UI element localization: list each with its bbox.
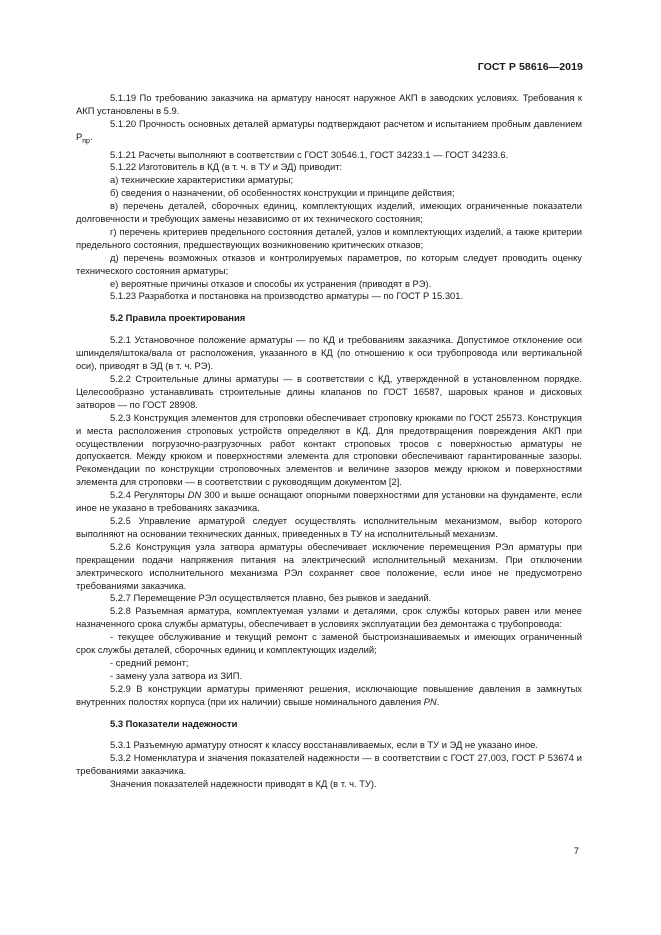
dash-item-replacement: - замену узла затвора из ЗИП. xyxy=(110,669,243,681)
clause-5-2-4-start: 5.2.4 Регуляторы xyxy=(110,489,188,501)
clause-5-2-7: 5.2.7 Перемещение РЭл осуществляется плавно, без рывков и заеданий. xyxy=(110,592,432,604)
section-heading-5-3: 5.3 Показатели надежности xyxy=(110,717,238,729)
dn-symbol: DN xyxy=(187,489,202,501)
list-item-a: а) технические характеристики арматуры; xyxy=(110,174,294,186)
clause-5-2-6: 5.2.6 Конструкция узла затвора арматуры обеспечивает исключение перемещения РЭл арматуры при прекращении подачи напряжения питания на электрический исполнительный механизм. При отключении электрического исполнительного механизма РЭл сохраняет свое положение, если иное не предусмотрено требованиями заказчика. xyxy=(76,540,582,591)
clause-5-1-21: 5.1.21 Расчеты выполняют в соответствии с ГОСТ 30546.1, ГОСТ 34233.1 — ГОСТ 34233.6. xyxy=(110,148,509,160)
list-item-e: е) вероятные причины отказов и способы их устранения (приводят в РЭ). xyxy=(110,277,432,289)
section-heading-5-2: 5.2 Правила проектирования xyxy=(110,312,246,324)
clause-5-2-2: 5.2.2 Строительные длины арматуры — в соответствии с КД, утвержденной в установленном порядке. Целесообразно устанавливать строительные длины клапанов по ГОСТ 16587, шаровых кранов и дисковых затворов — по ГОСТ 28908. xyxy=(76,373,582,410)
dash-item-maintenance: - текущее обслуживание и текущий ремонт с заменой быстроизнашиваемых и имеющих ограниченный срок службы деталей, сборочных единиц и комплектующих изделий; xyxy=(76,631,582,656)
clause-5-3-2: 5.3.2 Номенклатура и значения показателей надежности — в соответствии с ГОСТ 27.003, ГОСТ Р 53674 и требованиями заказчика. xyxy=(76,752,582,777)
pn-symbol: PN xyxy=(423,695,437,707)
clause-5-2-9-text: 5.2.9 В конструкции арматуры применяют решения, исключающие повышение давления в замкнутых внутренних полостях корпуса (при их наличии) свыше номинального давления xyxy=(76,682,582,707)
page-body xyxy=(76,92,582,791)
clause-5-3-1: 5.3.1 Разъемную арматуру относят к классу восстанавливаемых, если в ТУ и ЭД не указано иное. xyxy=(110,739,538,751)
clause-5-2-5: 5.2.5 Управление арматурой следует осуществлять исполнительным механизмом, выбор которого выполняют на основании технических данных, приведенных в ТУ на исполнительный механизм. xyxy=(76,514,582,539)
clause-5-2-9 xyxy=(76,683,582,709)
clause-5-2-4-rest: 300 и выше оснащают опорными поверхностями для установки на фундаменте, если иное не указано в требованиях заказчика. xyxy=(76,489,582,514)
clause-5-1-22: 5.1.22 Изготовитель в КД (в т. ч. в ТУ и ЭД) приводит: xyxy=(110,161,343,173)
clause-5-2-3: 5.2.3 Конструкция элементов для строповки обеспечивает строповку крюками по ГОСТ 25573. Конструкция и места расположения строповых устройств определяют в КД. Для предотвращения повреждения АКП при осуществлении погрузочно-разгрузочных работ контакт строповых тросов с поверхностью арматуры не допускается. Между крюком и поверхностями элемента для строповки обеспечивают гарантированные зазоры. Рекомендации по конструкции строповочных элементов и величине зазоров между крюком и поверхностями элемента для строповки — в соответствии с руководящим документом [2]. xyxy=(76,411,582,488)
list-item-d: д) перечень возможных отказов и контролируемых параметров, по которым следует проводить оценку технического состояния арматуры; xyxy=(76,251,582,276)
standard-designation: ГОСТ Р 58616—2019 xyxy=(477,61,583,73)
clause-5-1-19: 5.1.19 По требованию заказчика на арматуру наносят наружное АКП в заводских условиях. Требования к АКП установлены в 5.9. xyxy=(76,92,582,116)
list-item-g: г) перечень критериев предельного состояния деталей, узлов и комплектующих изделий, а также критерии предельного состояния, предшествующих возникновению критических отказов; xyxy=(76,225,582,250)
list-item-b: б) сведения о назначении, об особенностях конструкции и принципе действия; xyxy=(110,187,455,199)
clause-5-2-8: 5.2.8 Разъемная арматура, комплектуемая узлами и деталями, срок службы которых равен или менее назначенного срока службы арматуры, обеспечивает в условиях эксплуатации без демонтажа с трубопровода: xyxy=(76,605,582,630)
clause-5-2-9-end: . xyxy=(436,695,440,707)
clause-5-1-20-text: 5.1.20 Прочность основных деталей арматуры подтверждают расчетом и испытанием пробным давлением P xyxy=(76,117,582,142)
dash-item-medium-repair: - средний ремонт; xyxy=(110,656,189,668)
clause-5-2-4 xyxy=(76,489,582,515)
pressure-subscript: пр xyxy=(82,137,90,145)
list-item-v: в) перечень деталей, сборочных единиц, комплектующих изделий, имеющих ограниченные показатели долговечности и требующих замены независимо от их технического состояния; xyxy=(76,200,582,225)
clause-5-1-23: 5.1.23 Разработка и постановка на производство арматуры — по ГОСТ Р 15.301. xyxy=(110,290,464,302)
clause-5-2-1: 5.2.1 Установочное положение арматуры — по КД и требованиям заказчика. Допустимое отклонение оси шпинделя/штока/вала от расположения, указанного в КД (по отношению к оси трубопровода или вертикальной оси), приводят в ЭД (в т. ч. РЭ). xyxy=(76,334,582,372)
reliability-note: Значения показателей надежности приводят в КД (в т. ч. ТУ). xyxy=(110,778,377,790)
clause-5-1-20: 5.1.20 Прочность основных деталей арматуры подтверждают расчетом и испытанием пробным давлением $P_{пр}$. xyxy=(76,117,582,145)
page-number: 7 xyxy=(573,846,579,857)
